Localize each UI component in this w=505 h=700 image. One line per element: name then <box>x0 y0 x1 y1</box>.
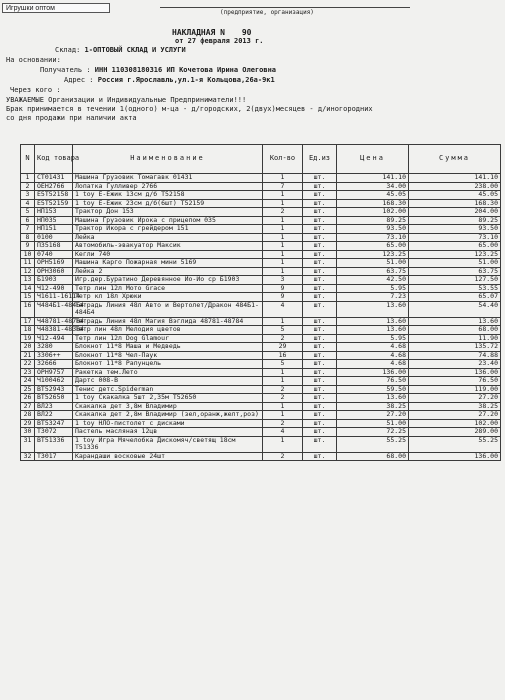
item-unit: шт. <box>303 191 337 200</box>
item-unit: шт. <box>303 199 337 208</box>
item-qty: 1 <box>263 411 303 420</box>
recipient-value: ИНН 110308180316 ИП Кочетова Ирина Олеговна <box>94 66 277 74</box>
item-code: ВЛ23 <box>35 402 73 411</box>
row-number: 6 <box>21 216 35 225</box>
warehouse-value: 1-ОПТОВЫЙ СКЛАД И УСЛУГИ <box>84 46 186 54</box>
row-number: 1 <box>21 174 35 183</box>
row-number: 25 <box>21 385 35 394</box>
item-name: Тетр лин 12л Dog Glamour <box>73 334 263 343</box>
item-code: Б1903 <box>35 276 73 285</box>
item-price: 13.60 <box>337 317 409 326</box>
table-row <box>21 174 501 183</box>
address-label: Адрес : <box>64 76 94 84</box>
item-sum: 238.00 <box>409 182 501 191</box>
table-row <box>21 343 501 352</box>
row-number: 31 <box>21 436 35 452</box>
notice-line-1: УВАЖАЕМЫЕ Организации и Индивидуальные Предприниматели!!! <box>6 96 247 104</box>
item-unit: шт. <box>303 452 337 461</box>
item-unit: шт. <box>303 377 337 386</box>
item-price: 5.95 <box>337 334 409 343</box>
item-sum: 73.10 <box>409 233 501 242</box>
item-name: Скакалка дет 2,8м Владимир (зел,оранж,желт,роз) <box>73 411 263 420</box>
item-sum: 289.00 <box>409 428 501 437</box>
item-qty: 1 <box>263 267 303 276</box>
row-number: 7 <box>21 225 35 234</box>
item-sum: 27.20 <box>409 411 501 420</box>
row-number: 18 <box>21 326 35 335</box>
item-sum: 76.50 <box>409 377 501 386</box>
item-sum: 54.40 <box>409 301 501 317</box>
item-unit: шт. <box>303 436 337 452</box>
item-qty: 4 <box>263 428 303 437</box>
item-price: 4.68 <box>337 343 409 352</box>
item-sum: 13.60 <box>409 317 501 326</box>
item-price: 13.60 <box>337 394 409 403</box>
table-row <box>21 436 501 452</box>
item-qty: 29 <box>263 343 303 352</box>
item-qty: 5 <box>263 326 303 335</box>
address-row <box>64 76 275 85</box>
item-price: 65.00 <box>337 242 409 251</box>
item-sum: 141.10 <box>409 174 501 183</box>
item-unit: шт. <box>303 301 337 317</box>
row-number: 28 <box>21 411 35 420</box>
item-price: 38.25 <box>337 402 409 411</box>
item-name: Тенис детс.Spiderman <box>73 385 263 394</box>
recipient-row <box>40 66 276 75</box>
item-code: ОРН9757 <box>35 368 73 377</box>
item-name: Тетр лин 48л Мелодия цветов <box>73 326 263 335</box>
table-row <box>21 242 501 251</box>
item-name: Дартс 008-В <box>73 377 263 386</box>
row-number: 9 <box>21 242 35 251</box>
row-number: 10 <box>21 250 35 259</box>
notice-line-2: Брак принимается в течении 1(одного) м-ца - д/городских, 2(двух)месяцев - д/иногородних <box>6 105 373 113</box>
table-row <box>21 411 501 420</box>
item-code: Ч484Б1-484Б4 <box>35 301 73 317</box>
item-sum: 38.25 <box>409 402 501 411</box>
invoice-title-prefix: НАКЛАДНАЯ N <box>172 28 225 37</box>
item-qty: 2 <box>263 394 303 403</box>
item-code: ВЛ22 <box>35 411 73 420</box>
item-price: 102.00 <box>337 208 409 217</box>
item-qty: 1 <box>263 233 303 242</box>
table-row <box>21 428 501 437</box>
item-name: Блокнот 11*8 Чел-Паук <box>73 351 263 360</box>
item-qty: 1 <box>263 250 303 259</box>
row-number: 3 <box>21 191 35 200</box>
item-unit: шт. <box>303 250 337 259</box>
table-row <box>21 276 501 285</box>
item-qty: 1 <box>263 199 303 208</box>
item-unit: шт. <box>303 182 337 191</box>
table-row <box>21 394 501 403</box>
row-number: 8 <box>21 233 35 242</box>
col-header-sum: Сумма <box>409 145 501 174</box>
item-price: 59.50 <box>337 385 409 394</box>
row-number: 27 <box>21 402 35 411</box>
item-code: ВТ53247 <box>35 419 73 428</box>
item-sum: 68.00 <box>409 326 501 335</box>
item-qty: 1 <box>263 436 303 452</box>
item-code: ВТ52650 <box>35 394 73 403</box>
item-name: Блокнот 11*8 Маша и Медведь <box>73 343 263 352</box>
item-qty: 1 <box>263 174 303 183</box>
item-sum: 45.05 <box>409 191 501 200</box>
item-qty: 1 <box>263 259 303 268</box>
row-number: 32 <box>21 452 35 461</box>
org-note: (предприятие, организация) <box>220 9 314 16</box>
item-unit: шт. <box>303 411 337 420</box>
item-sum: 27.20 <box>409 394 501 403</box>
row-number: 14 <box>21 284 35 293</box>
item-code: ПЗ5168 <box>35 242 73 251</box>
item-price: 89.25 <box>337 216 409 225</box>
table-header-row <box>21 145 501 174</box>
item-sum: 74.88 <box>409 351 501 360</box>
item-name: Игр.дер.Буратино Деревянное Йо-Йо ср Б1903 <box>73 276 263 285</box>
item-sum: 204.00 <box>409 208 501 217</box>
item-price: 51.00 <box>337 419 409 428</box>
item-name: Лейка <box>73 233 263 242</box>
row-number: 30 <box>21 428 35 437</box>
table-row <box>21 452 501 461</box>
row-number: 24 <box>21 377 35 386</box>
item-sum: 53.55 <box>409 284 501 293</box>
item-unit: шт. <box>303 326 337 335</box>
item-qty: 16 <box>263 351 303 360</box>
item-qty: 1 <box>263 216 303 225</box>
address-value: Россия г.Ярославль,ул.1-я Кольцова,26а-9к1 <box>97 76 275 84</box>
item-name: Карандаши восковые 24шт <box>73 452 263 461</box>
items-table <box>20 144 501 461</box>
item-sum: 127.50 <box>409 276 501 285</box>
item-price: 168.30 <box>337 199 409 208</box>
item-name: Машина Карго Пожарная мини 5169 <box>73 259 263 268</box>
item-sum: 102.00 <box>409 419 501 428</box>
item-price: 27.20 <box>337 411 409 420</box>
row-number: 2 <box>21 182 35 191</box>
item-qty: 9 <box>263 284 303 293</box>
item-unit: шт. <box>303 428 337 437</box>
item-price: 42.50 <box>337 276 409 285</box>
item-code: Е5Т52159 <box>35 199 73 208</box>
col-header-code: Код товара <box>35 145 73 174</box>
item-name: Трактор Икора с грейдером 151 <box>73 225 263 234</box>
item-unit: шт. <box>303 317 337 326</box>
row-number: 11 <box>21 259 35 268</box>
item-code: ВТ51336 <box>35 436 73 452</box>
item-price: 63.75 <box>337 267 409 276</box>
row-number: 4 <box>21 199 35 208</box>
item-name: Тетр кл 18л Хрюки <box>73 293 263 302</box>
item-code: Ч12-494 <box>35 334 73 343</box>
item-sum: 168.30 <box>409 199 501 208</box>
item-unit: шт. <box>303 233 337 242</box>
invoice-number: 90 <box>241 28 252 37</box>
item-unit: шт. <box>303 368 337 377</box>
row-number: 16 <box>21 301 35 317</box>
item-qty: 1 <box>263 191 303 200</box>
row-number: 13 <box>21 276 35 285</box>
item-code: 0100 <box>35 233 73 242</box>
item-code: Ч48381-48384 <box>35 326 73 335</box>
item-code: Т3072 <box>35 428 73 437</box>
item-qty: 7 <box>263 182 303 191</box>
col-header-qty: Кол-во <box>263 145 303 174</box>
item-price: 55.25 <box>337 436 409 452</box>
table-row <box>21 360 501 369</box>
item-unit: шт. <box>303 402 337 411</box>
item-price: 93.50 <box>337 225 409 234</box>
item-code: ВТ52943 <box>35 385 73 394</box>
item-qty: 3 <box>263 276 303 285</box>
item-code: 3306++ <box>35 351 73 360</box>
item-name: Машина Грузовик Томагавк 01431 <box>73 174 263 183</box>
row-number: 17 <box>21 317 35 326</box>
item-sum: 119.00 <box>409 385 501 394</box>
item-unit: шт. <box>303 419 337 428</box>
top-tag: Игрушки оптом <box>2 3 110 13</box>
item-sum: 65.07 <box>409 293 501 302</box>
item-code: Ч12-490 <box>35 284 73 293</box>
item-unit: шт. <box>303 267 337 276</box>
item-sum: 63.75 <box>409 267 501 276</box>
row-number: 15 <box>21 293 35 302</box>
item-price: 136.00 <box>337 368 409 377</box>
item-code: ОРН3060 <box>35 267 73 276</box>
item-price: 5.95 <box>337 284 409 293</box>
via-label: Через кого : <box>10 86 61 94</box>
item-unit: шт. <box>303 208 337 217</box>
item-price: 51.00 <box>337 259 409 268</box>
item-price: 141.10 <box>337 174 409 183</box>
item-name: 1 toy НЛО-пистолет с дисками <box>73 419 263 428</box>
item-code: НП153 <box>35 208 73 217</box>
item-qty: 5 <box>263 360 303 369</box>
item-sum: 11.90 <box>409 334 501 343</box>
item-name: Тетрадь Линия 48л Авто и Вертолет/Дракон 484Б1-484Б4 <box>73 301 263 317</box>
warehouse-label: Склад: <box>55 46 81 54</box>
invoice-date: от 27 февраля 2013 г. <box>175 37 264 45</box>
item-code: 3280 <box>35 343 73 352</box>
item-code: ОРН5169 <box>35 259 73 268</box>
warehouse-row <box>55 46 186 55</box>
item-name: 1 toy Е-Ежик 23см д/б(6шт) Т52159 <box>73 199 263 208</box>
item-unit: шт. <box>303 242 337 251</box>
row-number: 19 <box>21 334 35 343</box>
item-price: 73.10 <box>337 233 409 242</box>
item-qty: 1 <box>263 225 303 234</box>
item-price: 13.60 <box>337 326 409 335</box>
item-price: 123.25 <box>337 250 409 259</box>
item-qty: 4 <box>263 301 303 317</box>
item-unit: шт. <box>303 385 337 394</box>
item-sum: 89.25 <box>409 216 501 225</box>
col-header-unit: Ед.из <box>303 145 337 174</box>
item-name: Автомобиль-эвакуатор Максик <box>73 242 263 251</box>
item-sum: 136.00 <box>409 368 501 377</box>
item-sum: 51.00 <box>409 259 501 268</box>
item-sum: 135.72 <box>409 343 501 352</box>
item-unit: шт. <box>303 216 337 225</box>
item-sum: 55.25 <box>409 436 501 452</box>
item-qty: 1 <box>263 317 303 326</box>
item-name: Машина Грузовик Ирока с прицепом 035 <box>73 216 263 225</box>
item-sum: 23.40 <box>409 360 501 369</box>
org-underline <box>160 4 410 8</box>
col-header-name: Наименование <box>73 145 263 174</box>
item-name: Ракетка тем.Лето <box>73 368 263 377</box>
item-sum: 65.00 <box>409 242 501 251</box>
item-price: 68.00 <box>337 452 409 461</box>
row-number: 29 <box>21 419 35 428</box>
item-qty: 2 <box>263 208 303 217</box>
item-name: Пастель масляная 12цв <box>73 428 263 437</box>
invoice-title <box>172 28 251 37</box>
item-name: 1 toy Скакалка 5шт 2,35м Т52650 <box>73 394 263 403</box>
item-price: 4.68 <box>337 351 409 360</box>
item-qty: 2 <box>263 452 303 461</box>
item-name: 1 toy Е-Ежик 13см д/б Т52158 <box>73 191 263 200</box>
table-row <box>21 225 501 234</box>
item-qty: 1 <box>263 368 303 377</box>
item-qty: 9 <box>263 293 303 302</box>
item-code: 0740 <box>35 250 73 259</box>
row-number: 23 <box>21 368 35 377</box>
table-row <box>21 326 501 335</box>
item-unit: шт. <box>303 284 337 293</box>
row-number: 26 <box>21 394 35 403</box>
row-number: 12 <box>21 267 35 276</box>
item-unit: шт. <box>303 334 337 343</box>
item-name: Лопатка Гулливер 2766 <box>73 182 263 191</box>
item-code: Ч1611-16114 <box>35 293 73 302</box>
row-number: 21 <box>21 351 35 360</box>
item-name: 1 toy Игра Мячелобка Дискомяч/светящ 18см Т51336 <box>73 436 263 452</box>
table-row <box>21 191 501 200</box>
item-unit: шт. <box>303 225 337 234</box>
table-row <box>21 301 501 317</box>
item-qty: 1 <box>263 377 303 386</box>
recipient-label: Получатель : <box>40 66 91 74</box>
item-code: НП151 <box>35 225 73 234</box>
col-header-price: Цена <box>337 145 409 174</box>
item-unit: шт. <box>303 343 337 352</box>
item-price: 7.23 <box>337 293 409 302</box>
item-unit: шт. <box>303 351 337 360</box>
basis-label: На основании: <box>6 56 61 64</box>
item-code: НП035 <box>35 216 73 225</box>
item-price: 34.00 <box>337 182 409 191</box>
item-sum: 93.50 <box>409 225 501 234</box>
item-code: Е5Т52158 <box>35 191 73 200</box>
table-row <box>21 259 501 268</box>
item-code: ОЕН2766 <box>35 182 73 191</box>
item-code: Ч48781-48784 <box>35 317 73 326</box>
row-number: 20 <box>21 343 35 352</box>
row-number: 5 <box>21 208 35 217</box>
item-unit: шт. <box>303 394 337 403</box>
item-name: Скакалка дет 3,8м Владимир <box>73 402 263 411</box>
item-price: 72.25 <box>337 428 409 437</box>
item-unit: шт. <box>303 360 337 369</box>
item-name: Кегли 740 <box>73 250 263 259</box>
item-code: Ч100462 <box>35 377 73 386</box>
item-qty: 1 <box>263 242 303 251</box>
notice-line-3: со дня продажи при наличии акта <box>6 114 137 122</box>
item-code: 32666 <box>35 360 73 369</box>
item-price: 4.68 <box>337 360 409 369</box>
item-name: Трактор Дон 153 <box>73 208 263 217</box>
item-unit: шт. <box>303 276 337 285</box>
item-name: Тетр лин 12л Мото Grace <box>73 284 263 293</box>
item-qty: 2 <box>263 385 303 394</box>
item-name: Тетрадь Линия 48л Магия Вэглида 48781-48784 <box>73 317 263 326</box>
item-unit: шт. <box>303 259 337 268</box>
table-row <box>21 208 501 217</box>
item-code: СТ01431 <box>35 174 73 183</box>
item-unit: шт. <box>303 293 337 302</box>
item-qty: 1 <box>263 402 303 411</box>
item-price: 45.05 <box>337 191 409 200</box>
item-code: Т3017 <box>35 452 73 461</box>
item-name: Лейка 2 <box>73 267 263 276</box>
item-price: 13.60 <box>337 301 409 317</box>
item-price: 76.50 <box>337 377 409 386</box>
item-name: Блокнот 11*8 Рапунцель <box>73 360 263 369</box>
item-sum: 136.00 <box>409 452 501 461</box>
item-qty: 2 <box>263 334 303 343</box>
table-row <box>21 293 501 302</box>
item-sum: 123.25 <box>409 250 501 259</box>
table-row <box>21 377 501 386</box>
col-header-n: N <box>21 145 35 174</box>
item-qty: 2 <box>263 419 303 428</box>
item-unit: шт. <box>303 174 337 183</box>
row-number: 22 <box>21 360 35 369</box>
